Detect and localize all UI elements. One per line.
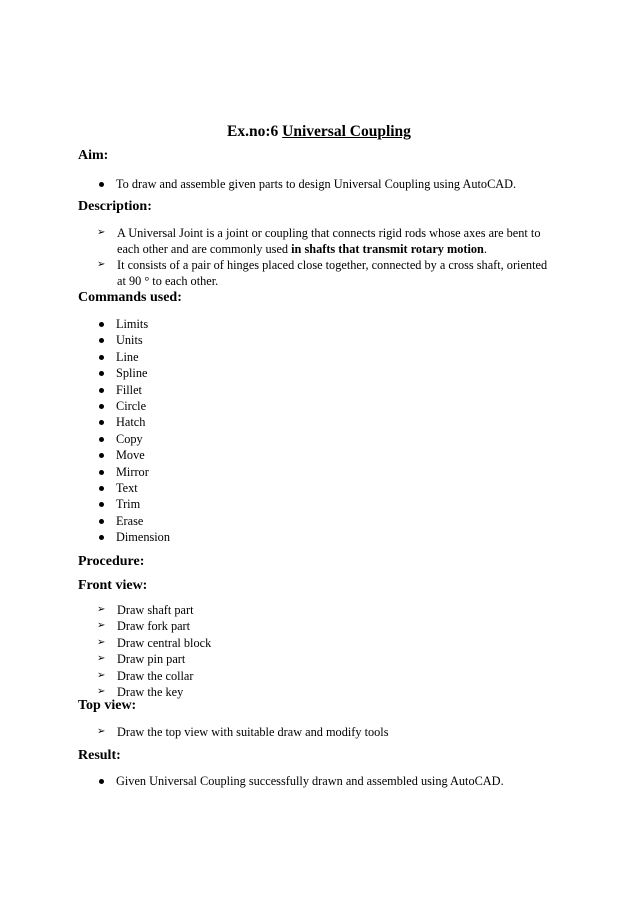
list-item: Text [116, 480, 170, 496]
list-item: To draw and assemble given parts to design Universal Coupling using AutoCAD. [116, 177, 517, 191]
list-item: Erase [116, 513, 170, 529]
result-list [116, 773, 504, 789]
arrow-bullet-icon: ➢ [97, 259, 106, 270]
list-item: Move [116, 447, 170, 463]
arrow-bullet-icon: ➢ [97, 726, 106, 737]
desc-text-end: . [483, 242, 487, 256]
list-item: Copy [116, 431, 170, 447]
title-main: Universal Coupling [282, 123, 411, 140]
list-item: Spline [116, 365, 170, 381]
list-item: Line [116, 349, 170, 365]
arrow-bullet-icon: ➢ [97, 686, 106, 698]
description-heading: Description: [78, 199, 152, 214]
top-view-list [97, 724, 389, 740]
aim-heading: Aim: [78, 148, 109, 163]
list-item-text: Draw shaft part [117, 603, 194, 617]
arrow-bullet-icon: ➢ [97, 653, 106, 665]
list-item [97, 257, 557, 289]
arrow-bullet-icon: ➢ [97, 636, 106, 648]
list-item [97, 668, 211, 684]
list-item [97, 602, 211, 618]
list-item-text: Draw the collar [117, 668, 194, 683]
list-item: Trim [116, 496, 170, 512]
list-item: Fillet [116, 382, 170, 398]
list-item: Hatch [116, 414, 170, 430]
description-list [97, 225, 557, 289]
front-view-heading: Front view: [78, 578, 148, 593]
list-item: Dimension [116, 530, 170, 545]
list-item: Limits [116, 316, 170, 332]
page-title [0, 123, 638, 141]
result-heading: Result: [78, 748, 121, 763]
aim-list [116, 176, 516, 192]
list-item-text: Draw fork part [117, 619, 191, 634]
list-item [97, 724, 389, 740]
list-item: Given Universal Coupling successfully drawn and assembled using AutoCAD. [116, 774, 504, 788]
arrow-bullet-icon: ➢ [97, 620, 106, 632]
list-item: Units [116, 332, 170, 348]
arrow-bullet-icon: ➢ [97, 227, 106, 238]
top-view-heading: Top view: [78, 698, 137, 713]
desc-bold-text: in shafts that transmit rotary motion [291, 242, 484, 256]
commands-list [116, 316, 170, 546]
list-item [97, 635, 212, 651]
desc-text: A Universal Joint is a joint or coupling that connects rigid rods whose axes are bent to each other and are commonly used [117, 226, 541, 256]
commands-heading: Commands used: [78, 290, 182, 305]
front-view-list [97, 602, 212, 700]
list-item [97, 225, 557, 257]
procedure-heading: Procedure: [78, 554, 145, 569]
title-prefix: Ex.no:6 [227, 123, 283, 140]
list-item-text: Draw the top view with suitable draw and modify tools [117, 725, 389, 739]
list-item [97, 618, 211, 634]
list-item-text: Draw pin part [117, 652, 186, 667]
arrow-bullet-icon: ➢ [97, 669, 106, 681]
list-item-text: Draw central block [117, 635, 212, 650]
arrow-bullet-icon: ➢ [97, 604, 106, 615]
list-item: Circle [116, 398, 170, 414]
list-item: Mirror [116, 464, 170, 480]
desc-text: It consists of a pair of hinges placed close together, connected by a cross shaft, oriented at 90 ° to each other. [117, 258, 548, 288]
list-item [97, 651, 211, 667]
list-item-text: Draw the key [117, 685, 184, 700]
